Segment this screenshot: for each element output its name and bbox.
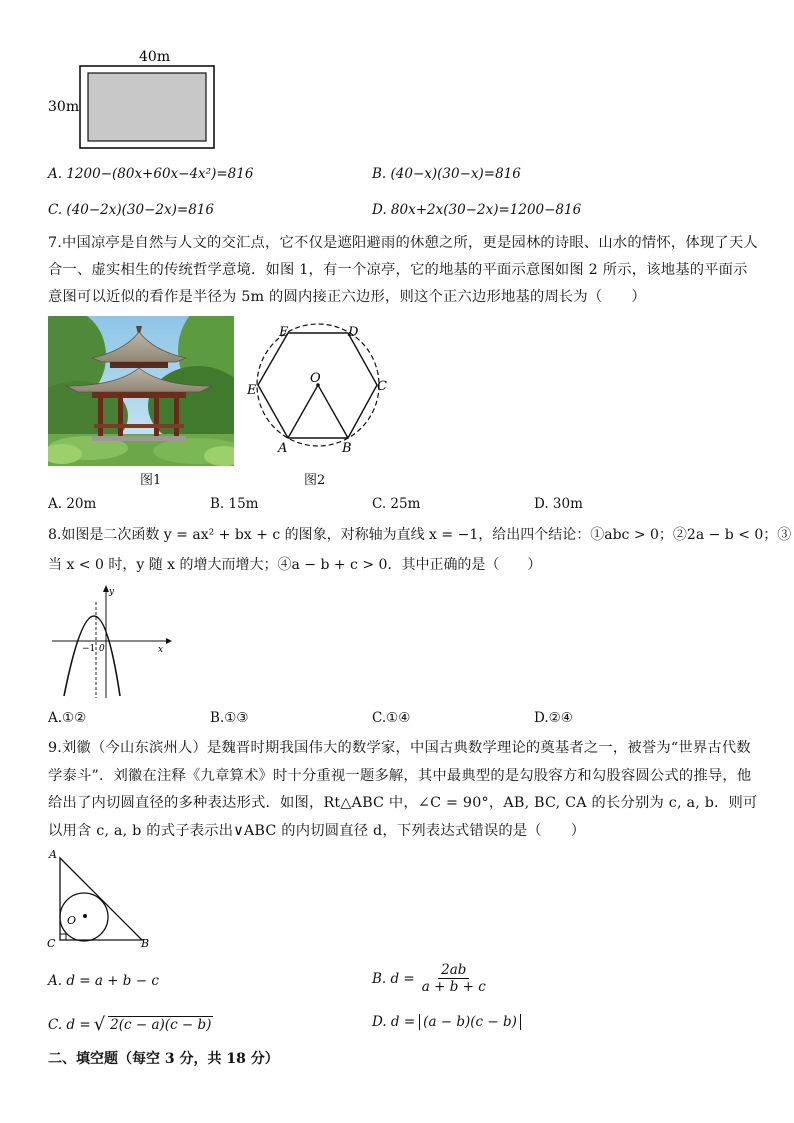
fraction-numerator: 2ab <box>438 962 469 979</box>
inner-lawn-rectangle <box>88 73 206 141</box>
q6-option-c: C. (40−2x)(30−2x)=816 <box>48 202 214 218</box>
parabola-curve <box>64 616 120 696</box>
q7-option-b: B. 15m <box>210 496 259 512</box>
q8-option-d: D.②④ <box>534 710 573 726</box>
svg-text:B: B <box>342 441 352 456</box>
q9-option-b <box>372 962 489 995</box>
svg-text:x: x <box>158 645 164 655</box>
q9-option-b-fraction <box>419 962 489 995</box>
svg-text:C: C <box>47 937 56 950</box>
height-label: 30m <box>48 99 80 115</box>
svg-text:E: E <box>247 383 257 398</box>
triangle-oab <box>288 385 348 438</box>
q9-option-c-prefix: C. d = <box>48 1016 91 1033</box>
incenter-o <box>83 914 87 918</box>
width-label: 40m <box>139 49 171 65</box>
q7-question-text: 7.中国凉亭是自然与人文的交汇点，它不仅是遮阳避雨的休憩之所，更是园林的诗眼、山水的情怀，体现了天人合一、虚实相生的传统哲学意境．如图 1，有一个凉亭，它的地基的平面示意图如图 2 所示，该地基的平面示意图可以近似的看作是半径为 5m 的圆内接正六边形，则这个正六边形地基的周长为（ ） <box>48 235 758 305</box>
q7-figure2-caption: 图2 <box>304 473 326 488</box>
svg-text:y: y <box>109 587 115 597</box>
q6-option-d: D. 80x+2x(30−2x)=1200−816 <box>372 202 582 218</box>
q8-option-b: B.①③ <box>210 710 249 726</box>
section-fill-in-heading: 二、填空题（每空 3 分，共 18 分） <box>48 1051 279 1067</box>
svg-text:−1: −1 <box>82 644 96 654</box>
q6-option-b: B. (40−x)(30−x)=816 <box>372 166 521 182</box>
svg-text:A: A <box>49 848 57 861</box>
triangle-abc <box>60 858 142 940</box>
q7-figure2-hexagon <box>240 318 400 458</box>
svg-text:A: A <box>278 441 288 456</box>
q8-question-line2: 当 x < 0 时，y 随 x 的增大而增大；④a − b + c > 0．其中正确的是（ ） <box>48 557 542 573</box>
fraction-denominator: a + b + c <box>421 979 486 995</box>
svg-text:C: C <box>377 379 387 394</box>
sqrt-radicand: 2(c − a)(c − b) <box>110 1017 212 1033</box>
q8-parabola-graph <box>48 582 174 700</box>
svg-text:O: O <box>310 371 321 386</box>
svg-text:O: O <box>67 914 77 927</box>
q8-question-line1: 8.如图是二次函数 y = ax² + bx + c 的图象，对称轴为直线 x = −1，给出四个结论：①abc > 0；②2a − b < 0；③ <box>48 527 792 543</box>
svg-text:0: 0 <box>99 644 105 654</box>
sqrt-sign-icon: √ <box>93 1014 106 1035</box>
q9-option-c <box>48 1014 213 1035</box>
absolute-value-expression: (a − b)(c − b) <box>419 1014 521 1030</box>
q6-option-a: A. 1200−(80x+60x−4x²)=816 <box>48 166 254 182</box>
svg-text:D: D <box>348 325 359 340</box>
q8-option-a: A.①② <box>48 710 87 726</box>
q7-figure1-caption: 图1 <box>140 473 162 488</box>
q9-question-text: 9.刘徽（今山东滨州人）是魏晋时期我国伟大的数学家，中国古典数学理论的奠基者之一，被誉为“世界古代数学泰斗”．刘徽在注释《九章算术》时十分重视一题多解，其中最典型的是勾股容方和勾股容圆公式的推导，他给出了内切圆直径的多种表达形式．如图，Rt△ABC 中，∠C = 90°，AB, BC, CA 的长分别为 c, a, b．则可以用含 c, a, b 的式子表示出∨ABC 的内切圆直径 d，下列表达式错误的是（ ） <box>48 740 758 839</box>
svg-text:B: B <box>141 937 150 950</box>
svg-text:E: E <box>279 325 289 340</box>
q7-option-a: A. 20m <box>48 496 97 512</box>
q9-option-a: A. d = a + b − c <box>48 973 159 989</box>
q9-option-d-prefix: D. d = <box>372 1014 416 1030</box>
q7-figure1-pavilion-photo <box>48 316 234 466</box>
q9-right-triangle-figure <box>44 846 159 952</box>
q9-option-d <box>372 1014 521 1030</box>
q7-option-d: D. 30m <box>534 496 583 512</box>
q9-option-b-prefix: B. d = <box>372 970 415 987</box>
q8-option-c: C.①④ <box>372 710 411 726</box>
q7-option-c: C. 25m <box>372 496 421 512</box>
right-angle-mark <box>60 934 66 940</box>
q6-rectangle-figure <box>40 40 230 155</box>
